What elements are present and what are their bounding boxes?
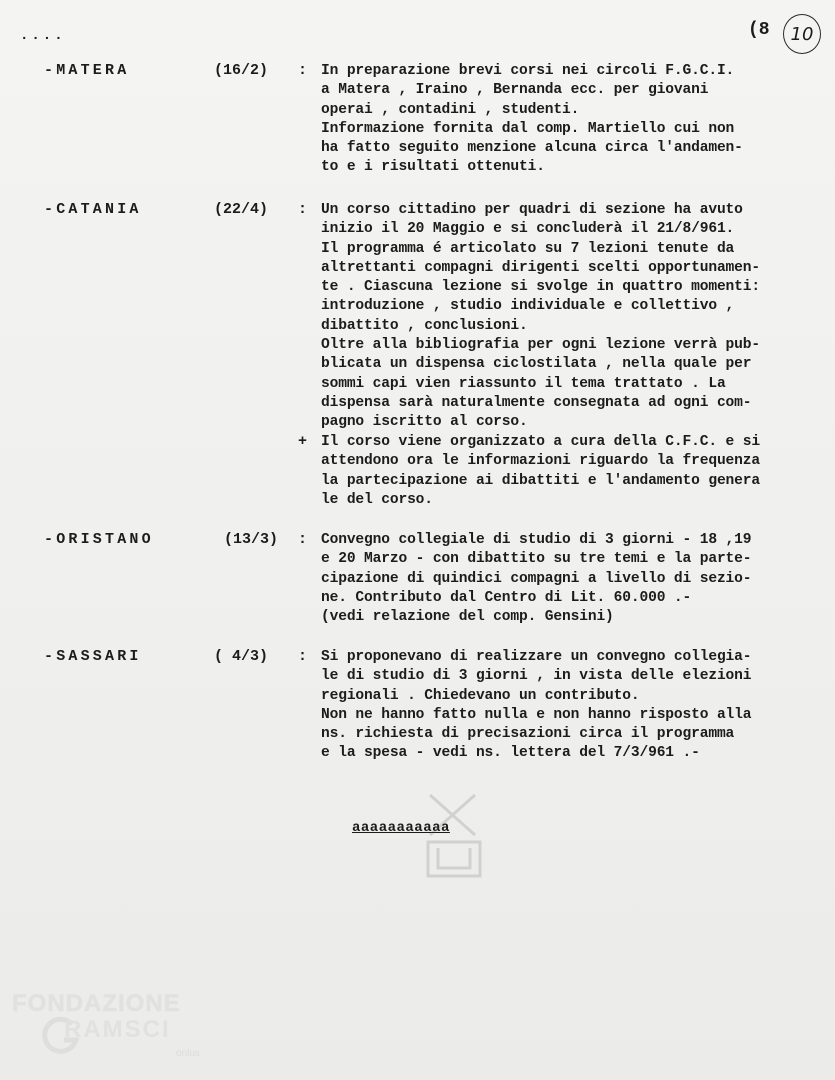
entry-text: Convegno collegiale di studio di 3 giorni - 18 ,19 e 20 Marzo - con dibattito su tre temi e la parte- cipazione di quindici compagni a livello di sezio- ne. Contributo dal Centro di Lit. 60.000 .- (vedi relazione del comp. Gensini) bbox=[321, 532, 752, 626]
entry-colon: : bbox=[298, 531, 308, 548]
entry-date: (16/2) bbox=[214, 62, 269, 79]
entry-text: In preparazione brevi corsi nei circoli F.G.C.I. a Matera , Iraino , Bernanda ecc. per giovani operai , contadini , studenti. Informazione fornita dal comp. Martiello cui non ha fatto seguito menzione alcuna circa l'andamen- to e i risultati ottenuti. bbox=[321, 63, 743, 176]
entry-city: -CATANIA bbox=[44, 201, 142, 218]
archive-watermark-logo: FONDAZIONE RAMSCI onlus bbox=[12, 990, 200, 1059]
entry-date: (22/4) bbox=[214, 201, 269, 218]
entry-colon: : bbox=[298, 648, 308, 665]
page-number-circled: 10 bbox=[783, 14, 821, 54]
entry-date: (13/3) bbox=[224, 531, 279, 548]
entry-city: -ORISTANO bbox=[44, 531, 154, 548]
entry-city: -SASSARI bbox=[44, 648, 142, 665]
faint-stamp-mark bbox=[420, 790, 490, 880]
page-reference: (8 bbox=[748, 20, 770, 40]
entry-text-continued: Il corso viene organizzato a cura della C.F.C. e si attendono ora le informazioni riguardo la frequenza la partecipazione ai dibattiti e l'andamento genera le del corso. bbox=[321, 434, 760, 508]
entry-colon: : bbox=[298, 62, 308, 79]
entry-text: Si proponevano di realizzare un convegno collegia- le di studio di 3 giorni , in vista delle elezioni regionali . Chiedevano un contributo. Non ne hanno fatto nulla e non hanno risposto alla ns. richiesta di precisazioni circa il programma e la spesa - vedi ns. lettera del 7/3/961 .- bbox=[321, 649, 752, 762]
entry-city: -MATERA bbox=[44, 62, 130, 79]
end-of-section-mark: aaaaaaaaaaa bbox=[352, 820, 450, 836]
entry-colon: : bbox=[298, 201, 308, 218]
entry-text: Un corso cittadino per quadri di sezione ha avuto inizio il 20 Maggio e si concluderà il 21/8/961. Il programma é articolato su 7 lezioni tenute da altrettanti compagni dirigenti scelti opportunamen- te . Ciascuna lezione si svolge in quattro momenti: introduzione , studio individuale e collettivo , dibattito , conclusioni. Oltre alla bibliografia per ogni lezione verrà pub- blicata un dispensa ciclostilata , nella quale per sommi capi vien riassunto il tema trattato . La dispensa sarà naturalmente consegnata ad ogni com- pagno iscritto al corso. bbox=[321, 202, 760, 431]
entry-date: ( 4/3) bbox=[214, 648, 269, 665]
corner-marks: .... bbox=[20, 28, 66, 44]
entry-bullet: + bbox=[298, 433, 308, 450]
